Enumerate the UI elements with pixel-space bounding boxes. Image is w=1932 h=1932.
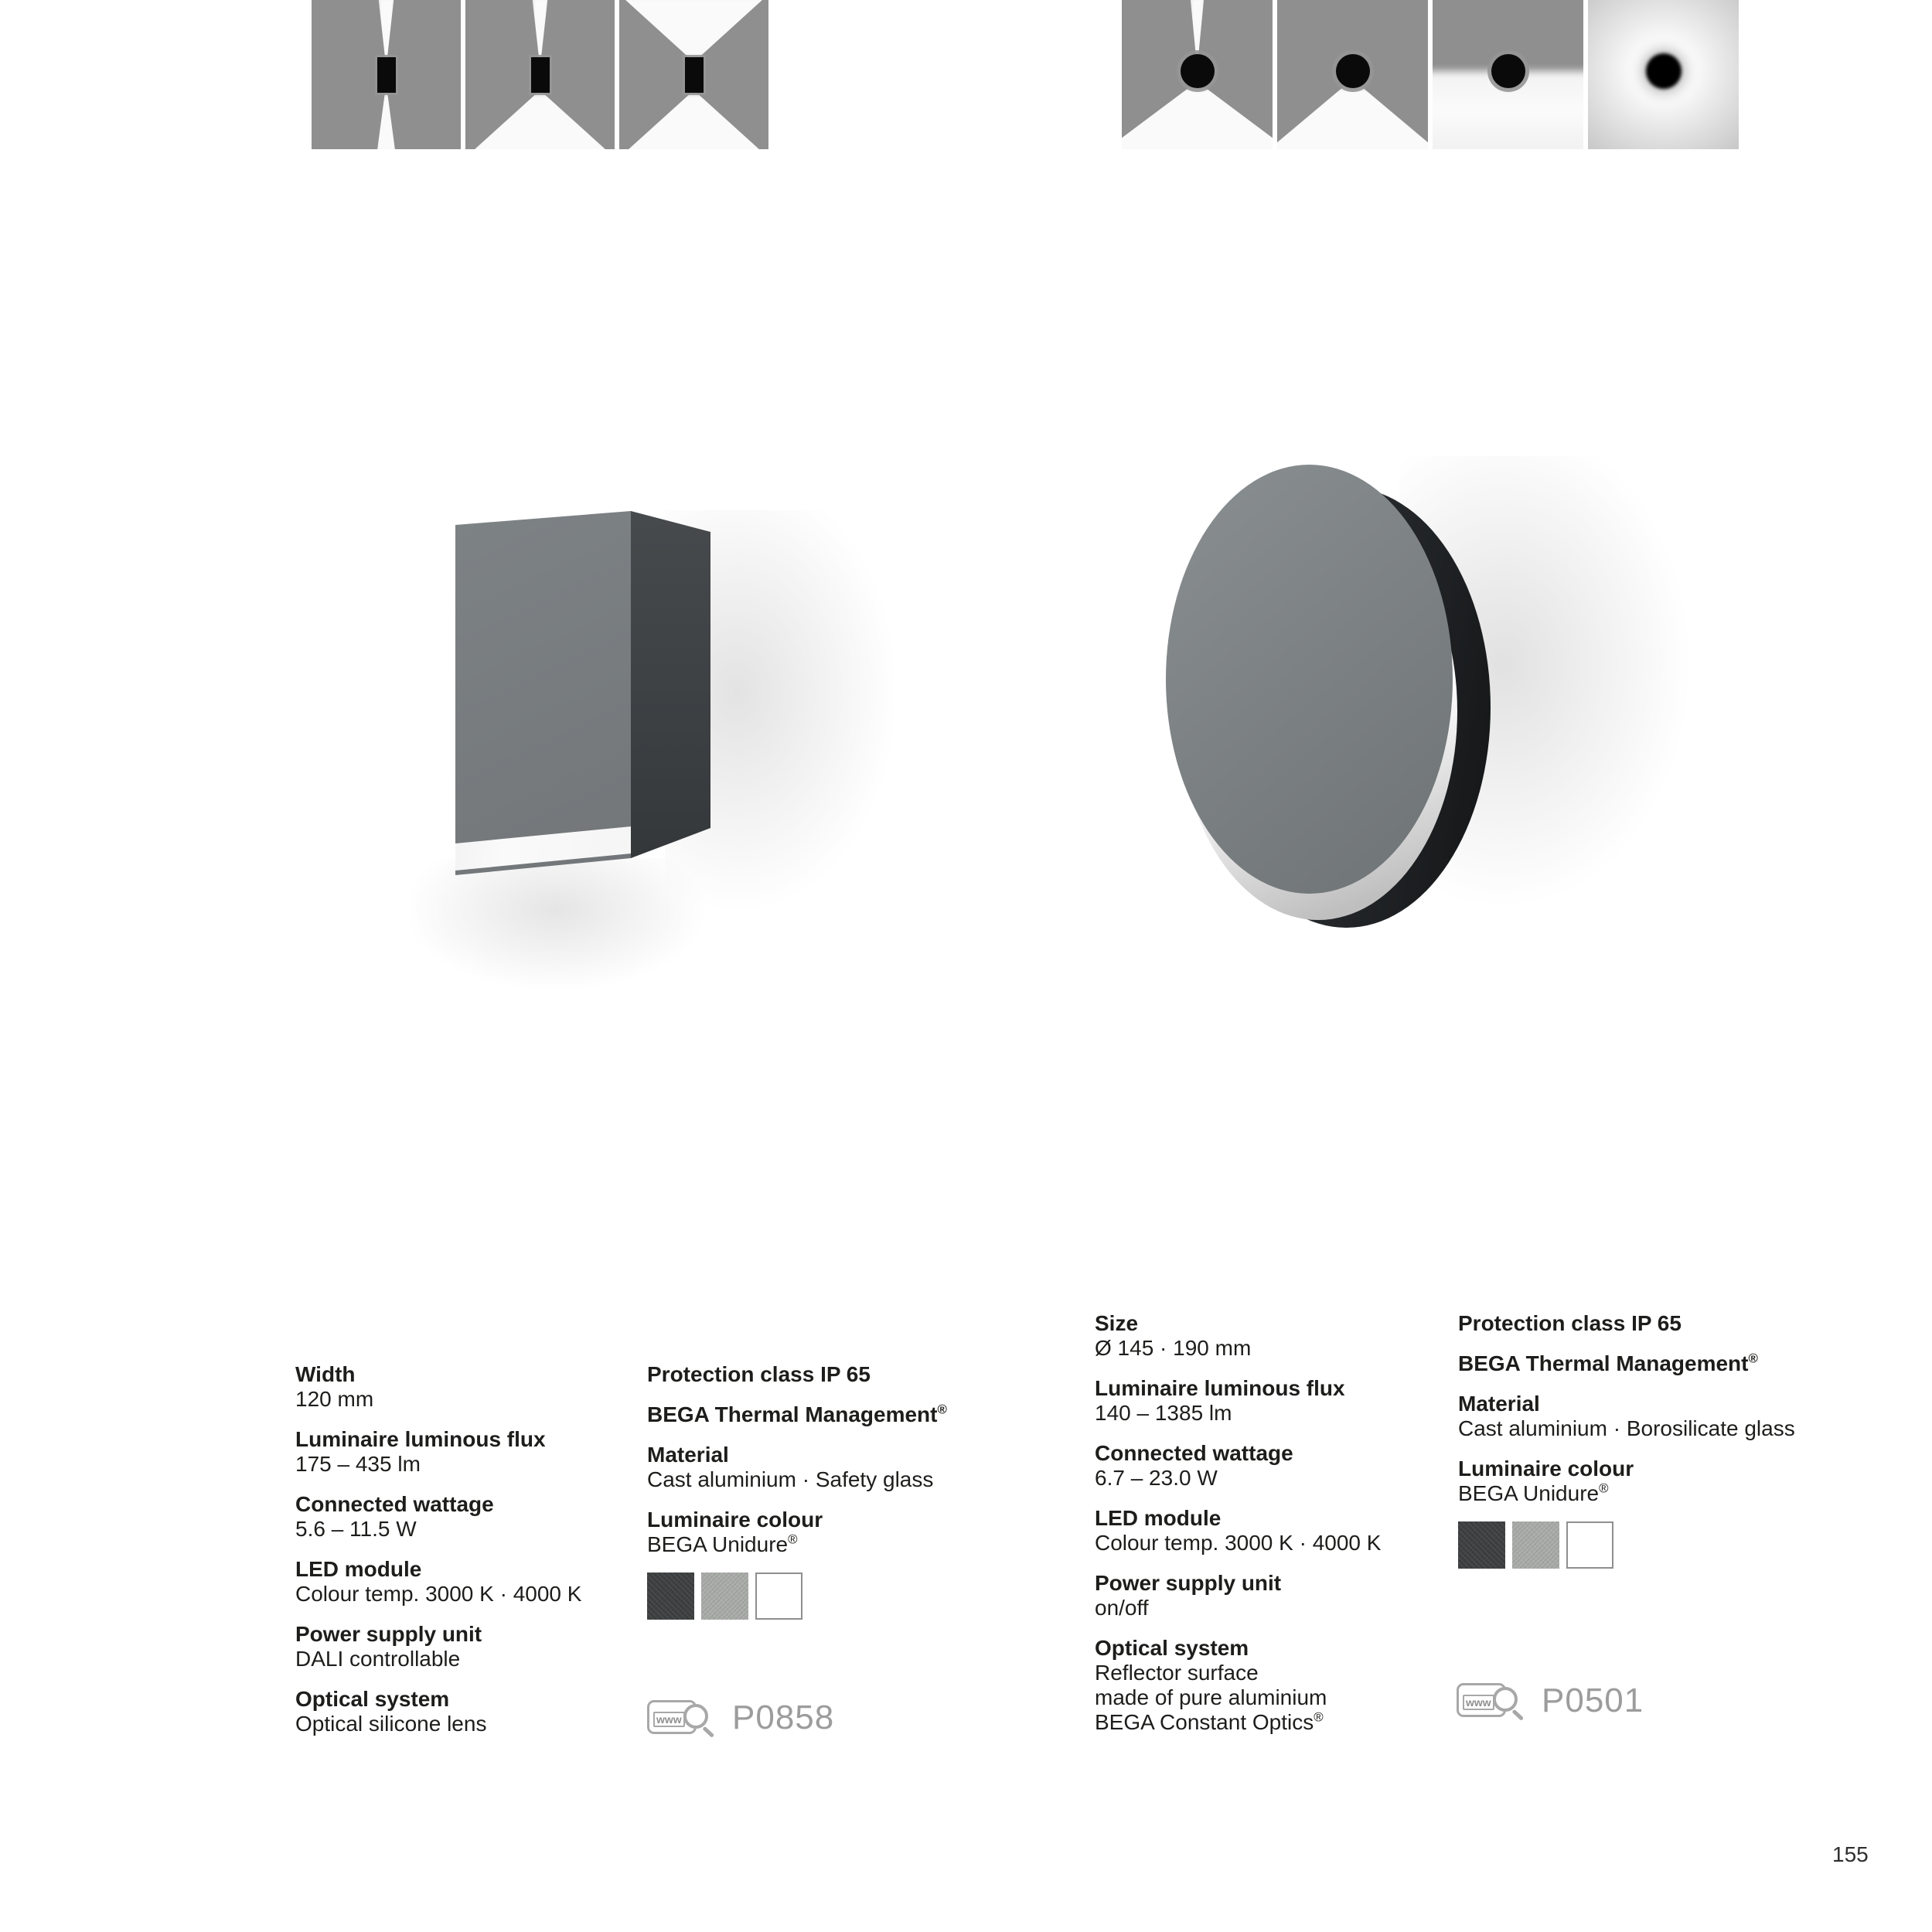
spec-group-luminaire-colour [1458, 1457, 1814, 1506]
luminaire-symbol-rect [531, 57, 550, 93]
spec-group-luminaire-colour [647, 1508, 1003, 1557]
spec-label: Luminaire luminous flux [1095, 1376, 1345, 1400]
colour-swatches [647, 1573, 1003, 1620]
swatch-graphite [647, 1573, 694, 1620]
spec-label: Luminaire colour [1458, 1457, 1634, 1481]
spec-group-thermal [1458, 1351, 1814, 1376]
spec-group-material [647, 1443, 1003, 1492]
spec-value: 120 mm [295, 1387, 374, 1411]
registered-mark: ® [1599, 1481, 1609, 1496]
product-photo-rect-wall-luminaire [433, 495, 796, 974]
www-search-icon [1457, 1681, 1528, 1721]
spec-label: Power supply unit [1095, 1571, 1282, 1595]
registered-mark: ® [937, 1402, 947, 1417]
spec-value: Cast aluminium · Borosilicate glass [1458, 1416, 1795, 1440]
swatch-silver [1512, 1521, 1559, 1569]
spec-value: 6.7 – 23.0 W [1095, 1466, 1218, 1490]
spec-group-material [1458, 1392, 1814, 1441]
web-lookup-left-product[interactable] [647, 1698, 834, 1738]
registered-mark: ® [788, 1532, 798, 1547]
spec-group-wattage [1095, 1441, 1450, 1491]
spec-value: DALI controllable [295, 1647, 461, 1671]
spec-value: on/off [1095, 1596, 1149, 1620]
beam-up-icon [377, 0, 397, 59]
photometric-tile-wide-up-wide-down [619, 0, 768, 149]
spec-value: BEGA Unidure® [647, 1532, 798, 1556]
spec-label: Power supply unit [295, 1622, 482, 1646]
beam-down-icon [1122, 87, 1273, 149]
photometric-tile-narrow-up-wide-down [1122, 0, 1273, 149]
spec-label: BEGA Thermal Management® [647, 1402, 947, 1426]
magnifier-icon [683, 1704, 708, 1729]
spec-value: Colour temp. 3000 K · 4000 K [295, 1582, 582, 1606]
spec-group-protection [1458, 1311, 1814, 1336]
spec-value: 175 – 435 lm [295, 1452, 421, 1476]
specs-left-product-col1 [295, 1362, 651, 1752]
beam-up-icon [1188, 0, 1207, 57]
swatch-silver [701, 1573, 748, 1620]
spec-group-led-module [1095, 1506, 1450, 1555]
luminaire-symbol-rect [377, 57, 396, 93]
beam-down-icon [470, 93, 611, 149]
spec-label: Connected wattage [295, 1492, 494, 1516]
swatch-white [755, 1573, 802, 1620]
spec-label: Connected wattage [1095, 1441, 1293, 1465]
spec-value: 140 – 1385 lm [1095, 1401, 1232, 1425]
beam-up-icon [530, 0, 550, 59]
spec-group-wattage [295, 1492, 651, 1542]
spec-label: Size [1095, 1311, 1139, 1335]
spec-label: Optical system [1095, 1636, 1249, 1660]
luminaire-front-disc [1166, 465, 1453, 894]
spec-value: BEGA Unidure® [1458, 1481, 1609, 1505]
spec-group-optical-system [295, 1687, 651, 1736]
specs-right-product-col1 [1095, 1311, 1450, 1750]
spec-group-luminous-flux [1095, 1376, 1450, 1426]
swatch-graphite [1458, 1521, 1505, 1569]
luminaire-symbol-circle [1181, 54, 1215, 88]
spec-value: Ø 145 · 190 mm [1095, 1336, 1252, 1360]
page-number: 155 [1832, 1842, 1869, 1866]
spec-label: BEGA Thermal Management® [1458, 1351, 1758, 1375]
specs-right-product-col2 [1458, 1311, 1814, 1569]
magnifier-handle-icon [1511, 1709, 1524, 1721]
article-code: P0501 [1542, 1682, 1644, 1719]
photometric-tile-flood-down [1433, 0, 1583, 149]
spec-label: Material [1458, 1392, 1540, 1416]
beam-up-icon [621, 0, 768, 59]
wall-shadow [410, 858, 734, 1005]
luminaire-symbol-circle [1336, 54, 1370, 88]
article-code: P0858 [732, 1699, 835, 1736]
photometric-tile-narrow-up-narrow-down [312, 0, 461, 149]
swatch-white [1566, 1521, 1613, 1569]
spec-label: Material [647, 1443, 729, 1467]
registered-mark: ® [1314, 1709, 1324, 1725]
spec-group-power-supply [1095, 1571, 1450, 1620]
spec-group-thermal [647, 1402, 1003, 1427]
product-photo-round-wall-luminaire [1121, 433, 1600, 974]
spec-group-power-supply [295, 1622, 651, 1671]
spec-value: BEGA Constant Optics® [1095, 1709, 1324, 1734]
spec-group-led-module [295, 1557, 651, 1607]
luminaire-symbol-circle [1491, 54, 1525, 88]
spec-group-size [1095, 1311, 1450, 1361]
registered-mark: ® [1748, 1351, 1758, 1366]
luminaire-symbol-circle [1646, 53, 1682, 89]
photometric-tile-glow-all-round [1588, 0, 1739, 149]
spec-value: made of pure aluminium [1095, 1685, 1327, 1709]
spec-value: Cast aluminium · Safety glass [647, 1467, 934, 1491]
photometric-tile-narrow-up-wide-down [465, 0, 615, 149]
spec-group-optical-system [1095, 1636, 1450, 1735]
magnifier-icon [1493, 1687, 1518, 1712]
spec-value: Reflector surface [1095, 1661, 1259, 1685]
beam-down-icon [374, 93, 399, 149]
spec-value: Optical silicone lens [295, 1712, 487, 1736]
beam-down-icon [624, 93, 765, 149]
www-search-icon [647, 1698, 718, 1738]
photometry-group-left [312, 0, 768, 149]
spec-value: 5.6 – 11.5 W [295, 1517, 417, 1541]
specs-left-product-col2 [647, 1362, 1003, 1620]
web-lookup-right-product[interactable] [1457, 1681, 1644, 1721]
colour-swatches [1458, 1521, 1814, 1569]
spec-label: LED module [295, 1557, 422, 1581]
photometry-group-right [1122, 0, 1739, 149]
beam-down-icon [1277, 87, 1428, 149]
spec-value: Colour temp. 3000 K · 4000 K [1095, 1531, 1382, 1555]
spec-label: Width [295, 1362, 356, 1386]
spec-group-luminous-flux [295, 1427, 651, 1477]
spec-label: Protection class IP 65 [1458, 1311, 1682, 1335]
spec-label: Protection class IP 65 [647, 1362, 871, 1386]
www-label: www [653, 1712, 685, 1727]
spec-label: Luminaire luminous flux [295, 1427, 546, 1451]
spec-label: LED module [1095, 1506, 1222, 1530]
spec-group-protection [647, 1362, 1003, 1387]
magnifier-handle-icon [702, 1726, 714, 1738]
spec-label: Optical system [295, 1687, 450, 1711]
spec-group-width [295, 1362, 651, 1412]
photometric-tile-wide-down [1277, 0, 1428, 149]
luminaire-symbol-rect [685, 57, 704, 93]
spec-label: Luminaire colour [647, 1508, 823, 1532]
www-label: www [1463, 1695, 1494, 1710]
